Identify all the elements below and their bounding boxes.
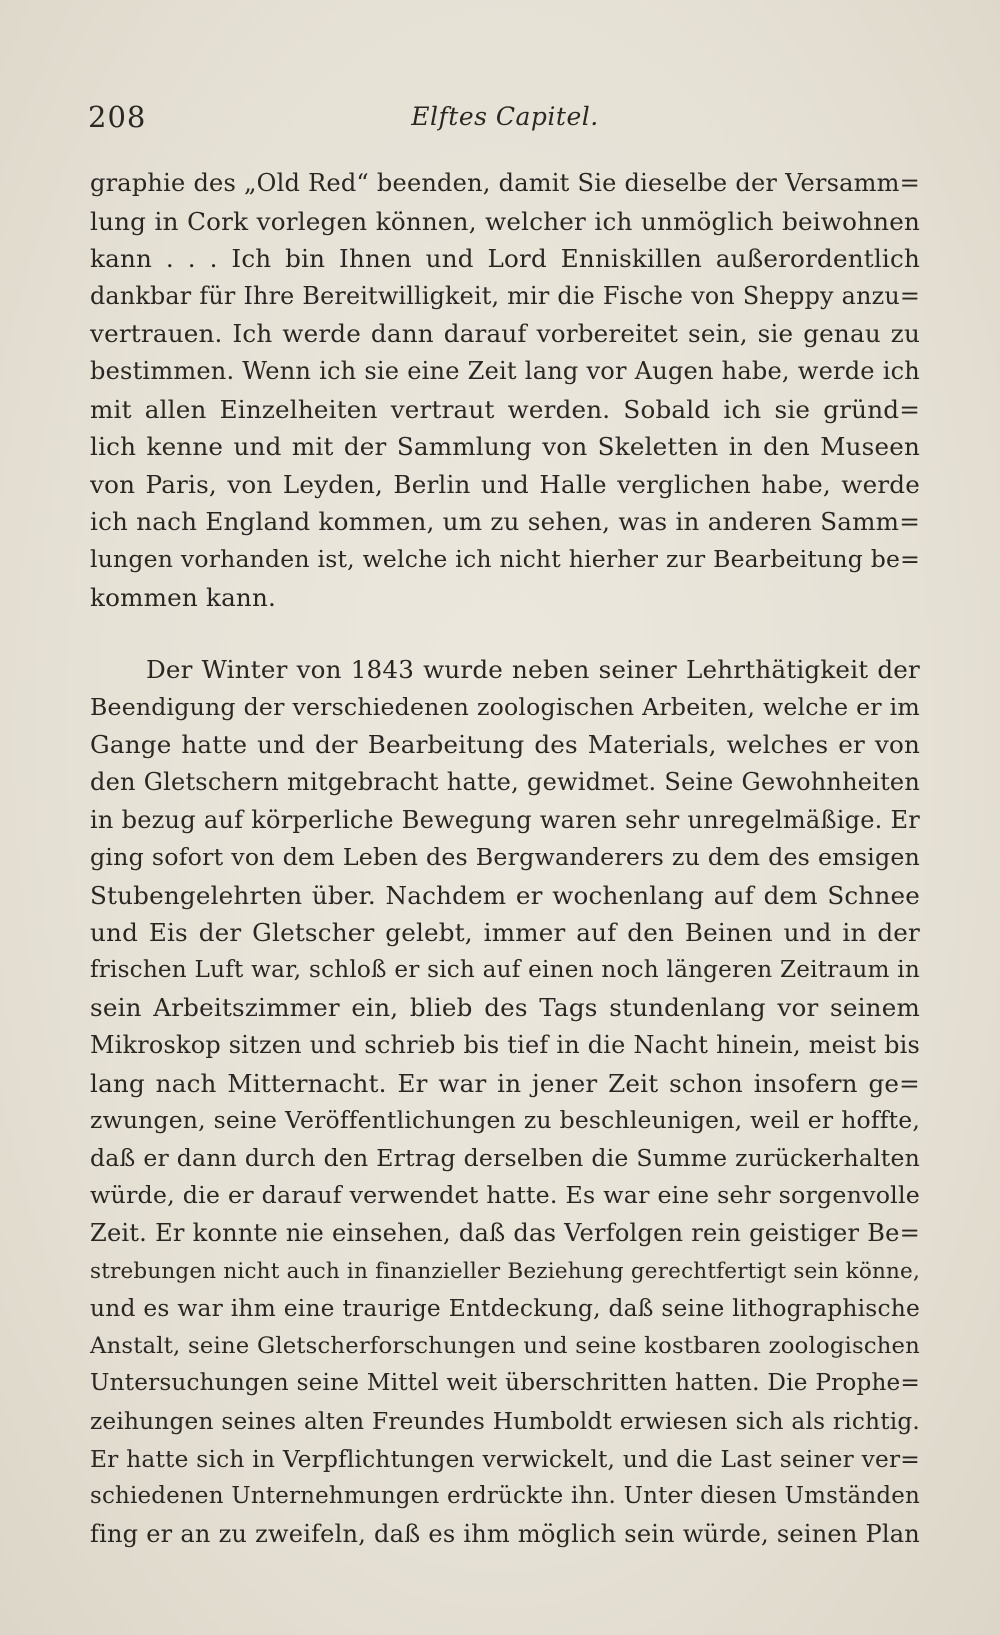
text-line: lungen vorhanden ist, welche ich nicht hierher zur Bearbeitung be= [90, 544, 920, 573]
text-line: frischen Luft war, schloß er sich auf einen noch längeren Zeitraum in [90, 956, 920, 983]
running-title: Elftes Capitel. [411, 102, 599, 131]
text-line: den Gletschern mitgebracht hatte, gewidmet. Seine Gewohnheiten [90, 767, 920, 796]
text-line: vertrauen. Ich werde dann darauf vorbereitet sein, sie genau zu [90, 319, 920, 349]
paragraph-1 [90, 165, 920, 616]
text-line: dankbar für Ihre Bereitwilligkeit, mir die Fische von Sheppy anzu= [90, 281, 920, 310]
text-line: und Eis der Gletscher gelebt, immer auf den Beinen und in der [90, 918, 920, 948]
text-line: Zeit. Er konnte nie einsehen, daß das Verfolgen rein geistiger Be= [90, 1219, 920, 1248]
text-line: und es war ihm eine traurige Entdeckung, daß seine lithographische [90, 1294, 920, 1323]
text-line: kommen kann. [90, 582, 277, 612]
page-header [88, 100, 922, 140]
text-line: Untersuchungen seine Mittel weit überschritten hatten. Die Prophe= [90, 1370, 920, 1397]
text-line: bestimmen. Wenn ich sie eine Zeit lang vor Augen habe, werde ich [90, 356, 920, 385]
text-line: würde, die er darauf verwendet hatte. Es war eine sehr sorgenvolle [90, 1181, 920, 1210]
paragraph-gap [90, 616, 920, 651]
text-line: zeihungen seines alten Freundes Humboldt erwiesen sich als richtig. [90, 1408, 920, 1435]
text-line: Mikroskop sitzen und schrieb bis tief in die Nacht hinein, meist bis [90, 1031, 920, 1060]
text-line: Anstalt, seine Gletscherforschungen und seine kostbaren zoologischen [90, 1332, 920, 1359]
text-line: von Paris, von Leyden, Berlin und Halle verglichen habe, werde [90, 469, 920, 499]
text-line: fing er an zu zweifeln, daß es ihm möglich sein würde, seinen Plan [90, 1519, 920, 1548]
text-line: Beendigung der verschiedenen zoologischen Arbeiten, welche er im [90, 692, 920, 721]
paragraph-2 [90, 651, 920, 1553]
text-line: daß er dann durch den Ertrag derselben die Summe zurückerhalten [90, 1143, 920, 1172]
text-line: zwungen, seine Veröffentlichungen zu beschleunigen, weil er hoffte, [90, 1106, 920, 1135]
text-line: schiedenen Unternehmungen erdrückte ihn. Unter diesen Umständen [90, 1483, 920, 1510]
text-line: Er hatte sich in Verpflichtungen verwickelt, und die Last seiner ver= [90, 1445, 920, 1473]
text-line: graphie des „Old Red“ beenden, damit Sie dieselbe der Versamm= [90, 169, 920, 197]
text-line: in bezug auf körperliche Bewegung waren sehr unregelmäßige. Er [90, 805, 920, 834]
text-line: Der Winter von 1843 wurde neben seiner Lehrthätigkeit der [146, 655, 920, 685]
text-line: kann . . . Ich bin Ihnen und Lord Enniskillen außerordentlich [90, 244, 920, 274]
body-text [90, 165, 920, 1553]
text-line: ich nach England kommen, um zu sehen, was in anderen Samm= [90, 507, 920, 537]
text-line: lich kenne und mit der Sammlung von Skeletten in den Museen [90, 432, 920, 462]
text-line: Stubengelehrten über. Nachdem er wochenlang auf dem Schnee [90, 880, 920, 910]
text-line: sein Arbeitszimmer ein, blieb des Tags stundenlang vor seinem [90, 993, 920, 1023]
text-line: ging sofort von dem Leben des Bergwanderers zu dem des emsigen [90, 843, 920, 872]
text-line: lung in Cork vorlegen können, welcher ich unmöglich beiwohnen [90, 206, 920, 236]
page-number: 208 [88, 100, 147, 134]
text-line: mit allen Einzelheiten vertraut werden. Sobald ich sie gründ= [90, 394, 920, 424]
text-line: lang nach Mitternacht. Er war in jener Zeit schon insofern ge= [90, 1068, 920, 1098]
text-line: Gange hatte und der Bearbeitung des Materials, welches er von [90, 730, 920, 760]
text-line: strebungen nicht auch in finanzieller Beziehung gerechtfertigt sein könne, [90, 1258, 920, 1284]
